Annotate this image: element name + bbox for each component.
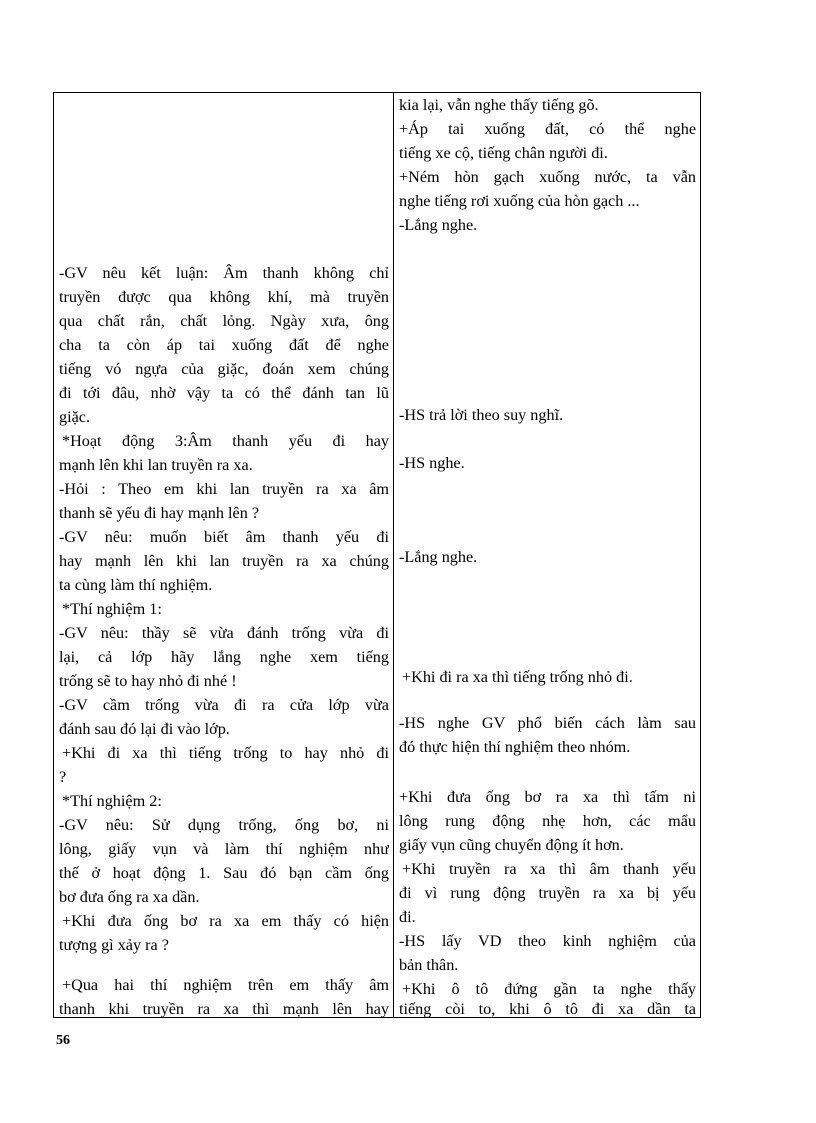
left-line: đánh sau đó lại đi vào lớp.	[59, 720, 230, 738]
right-line: kia lại, vẫn nghe thấy tiếng gõ.	[399, 96, 599, 114]
left-line: -GV nêu: muốn biết âm thanh yếu đi	[59, 528, 389, 546]
lesson-table	[53, 92, 701, 1018]
left-line: *Hoạt động 3:Âm thanh yếu đi hay	[62, 432, 389, 450]
right-line: +Khi ô tô đứng gần ta nghe thấy	[402, 980, 696, 998]
left-line: lông, giấy vụn và làm thí nghiệm như	[59, 840, 389, 858]
right-line: -Lắng nghe.	[399, 216, 478, 234]
right-line: -HS nghe GV phổ biến cách làm sau	[399, 714, 696, 732]
right-line: +Khi đi ra xa thì tiếng trống nhỏ đi.	[402, 668, 633, 686]
left-line: +Qua hai thí nghiệm trên em thấy âm	[62, 976, 389, 994]
left-line: -GV nêu: thầy sẽ vừa đánh trống vừa đi	[59, 624, 389, 642]
left-line: mạnh lên khi lan truyền ra xa.	[59, 456, 253, 474]
left-line: -Hỏi : Theo em khi lan truyền ra xa âm	[59, 480, 389, 498]
right-line: -HS nghe.	[399, 454, 465, 472]
right-line: bản thân.	[399, 956, 459, 974]
right-line: tiếng xe cộ, tiếng chân người đi.	[399, 144, 608, 162]
left-line: hay mạnh lên khi lan truyền ra xa chúng	[59, 552, 389, 570]
left-line: +Khi đưa ống bơ ra xa em thấy có hiện	[62, 912, 389, 930]
left-line: thanh sẽ yếu đi hay mạnh lên ?	[59, 504, 260, 522]
left-line: +Khi đi xa thì tiếng trống to hay nhỏ đi	[62, 744, 389, 762]
left-line: thanh khi truyền ra xa thì mạnh lên hay	[59, 1000, 389, 1018]
right-line: +Áp tai xuống đất, có thể nghe	[399, 120, 696, 138]
right-line: lông rung động nhẹ hơn, các mẩu	[399, 812, 696, 830]
left-line: thế ở hoạt động 1. Sau đó bạn cầm ống	[59, 864, 389, 882]
right-line: +Khi truyền ra xa thì âm thanh yếu	[402, 860, 696, 878]
left-line: giặc.	[59, 408, 91, 426]
right-line: -HS trả lời theo suy nghĩ.	[399, 406, 564, 424]
right-line: giấy vụn cũng chuyển động ít hơn.	[399, 836, 624, 854]
right-line: đi.	[399, 908, 416, 926]
left-line: lại, cả lớp hãy lắng nghe xem tiếng	[59, 648, 389, 666]
right-line: đi vì rung động truyền ra xa bị yếu	[399, 884, 696, 902]
left-line: tiếng vó ngựa của giặc, đoán xem chúng	[59, 360, 389, 378]
left-line: -GV cầm trống vừa đi ra cửa lớp vừa	[59, 696, 389, 714]
right-line: -Lắng nghe.	[399, 548, 478, 566]
left-line: -GV nêu: Sử dụng trống, ống bơ, ni	[59, 816, 389, 834]
left-line: cha ta còn áp tai xuống đất để nghe	[59, 336, 389, 354]
left-line: trống sẽ to hay nhỏ đi nhé !	[59, 672, 237, 690]
left-line: tượng gì xảy ra ?	[59, 936, 169, 954]
right-line: tiếng còi to, khi ô tô đi xa dần ta	[399, 1000, 696, 1018]
teacher-column	[54, 93, 394, 1017]
right-line: +Khi đưa ống bơ ra xa thì tấm ni	[399, 788, 696, 806]
left-line: ?	[59, 768, 67, 786]
left-line: truyền được qua không khí, mà truyền	[59, 288, 389, 306]
left-line: qua chất rắn, chất lỏng. Ngày xưa, ông	[59, 312, 389, 330]
left-line: *Thí nghiệm 1:	[62, 600, 162, 618]
student-column	[394, 93, 700, 1017]
left-line: ta cùng làm thí nghiệm.	[59, 576, 213, 594]
left-line: -GV nêu kết luận: Âm thanh không chỉ	[59, 264, 389, 282]
right-line: +Ném hòn gạch xuống nước, ta vẫn	[399, 168, 696, 186]
left-line: *Thí nghiệm 2:	[62, 792, 162, 810]
right-line: -HS lấy VD theo kinh nghiệm của	[399, 932, 696, 950]
page-number: 56	[56, 1033, 70, 1048]
left-line: bơ đưa ống ra xa dần.	[59, 888, 200, 906]
right-line: nghe tiếng rơi xuống của hòn gạch ...	[399, 192, 640, 210]
left-line: đi tới đâu, nhờ vậy ta có thể đánh tan lũ	[59, 384, 389, 402]
right-line: đó thực hiện thí nghiệm theo nhóm.	[399, 738, 631, 756]
